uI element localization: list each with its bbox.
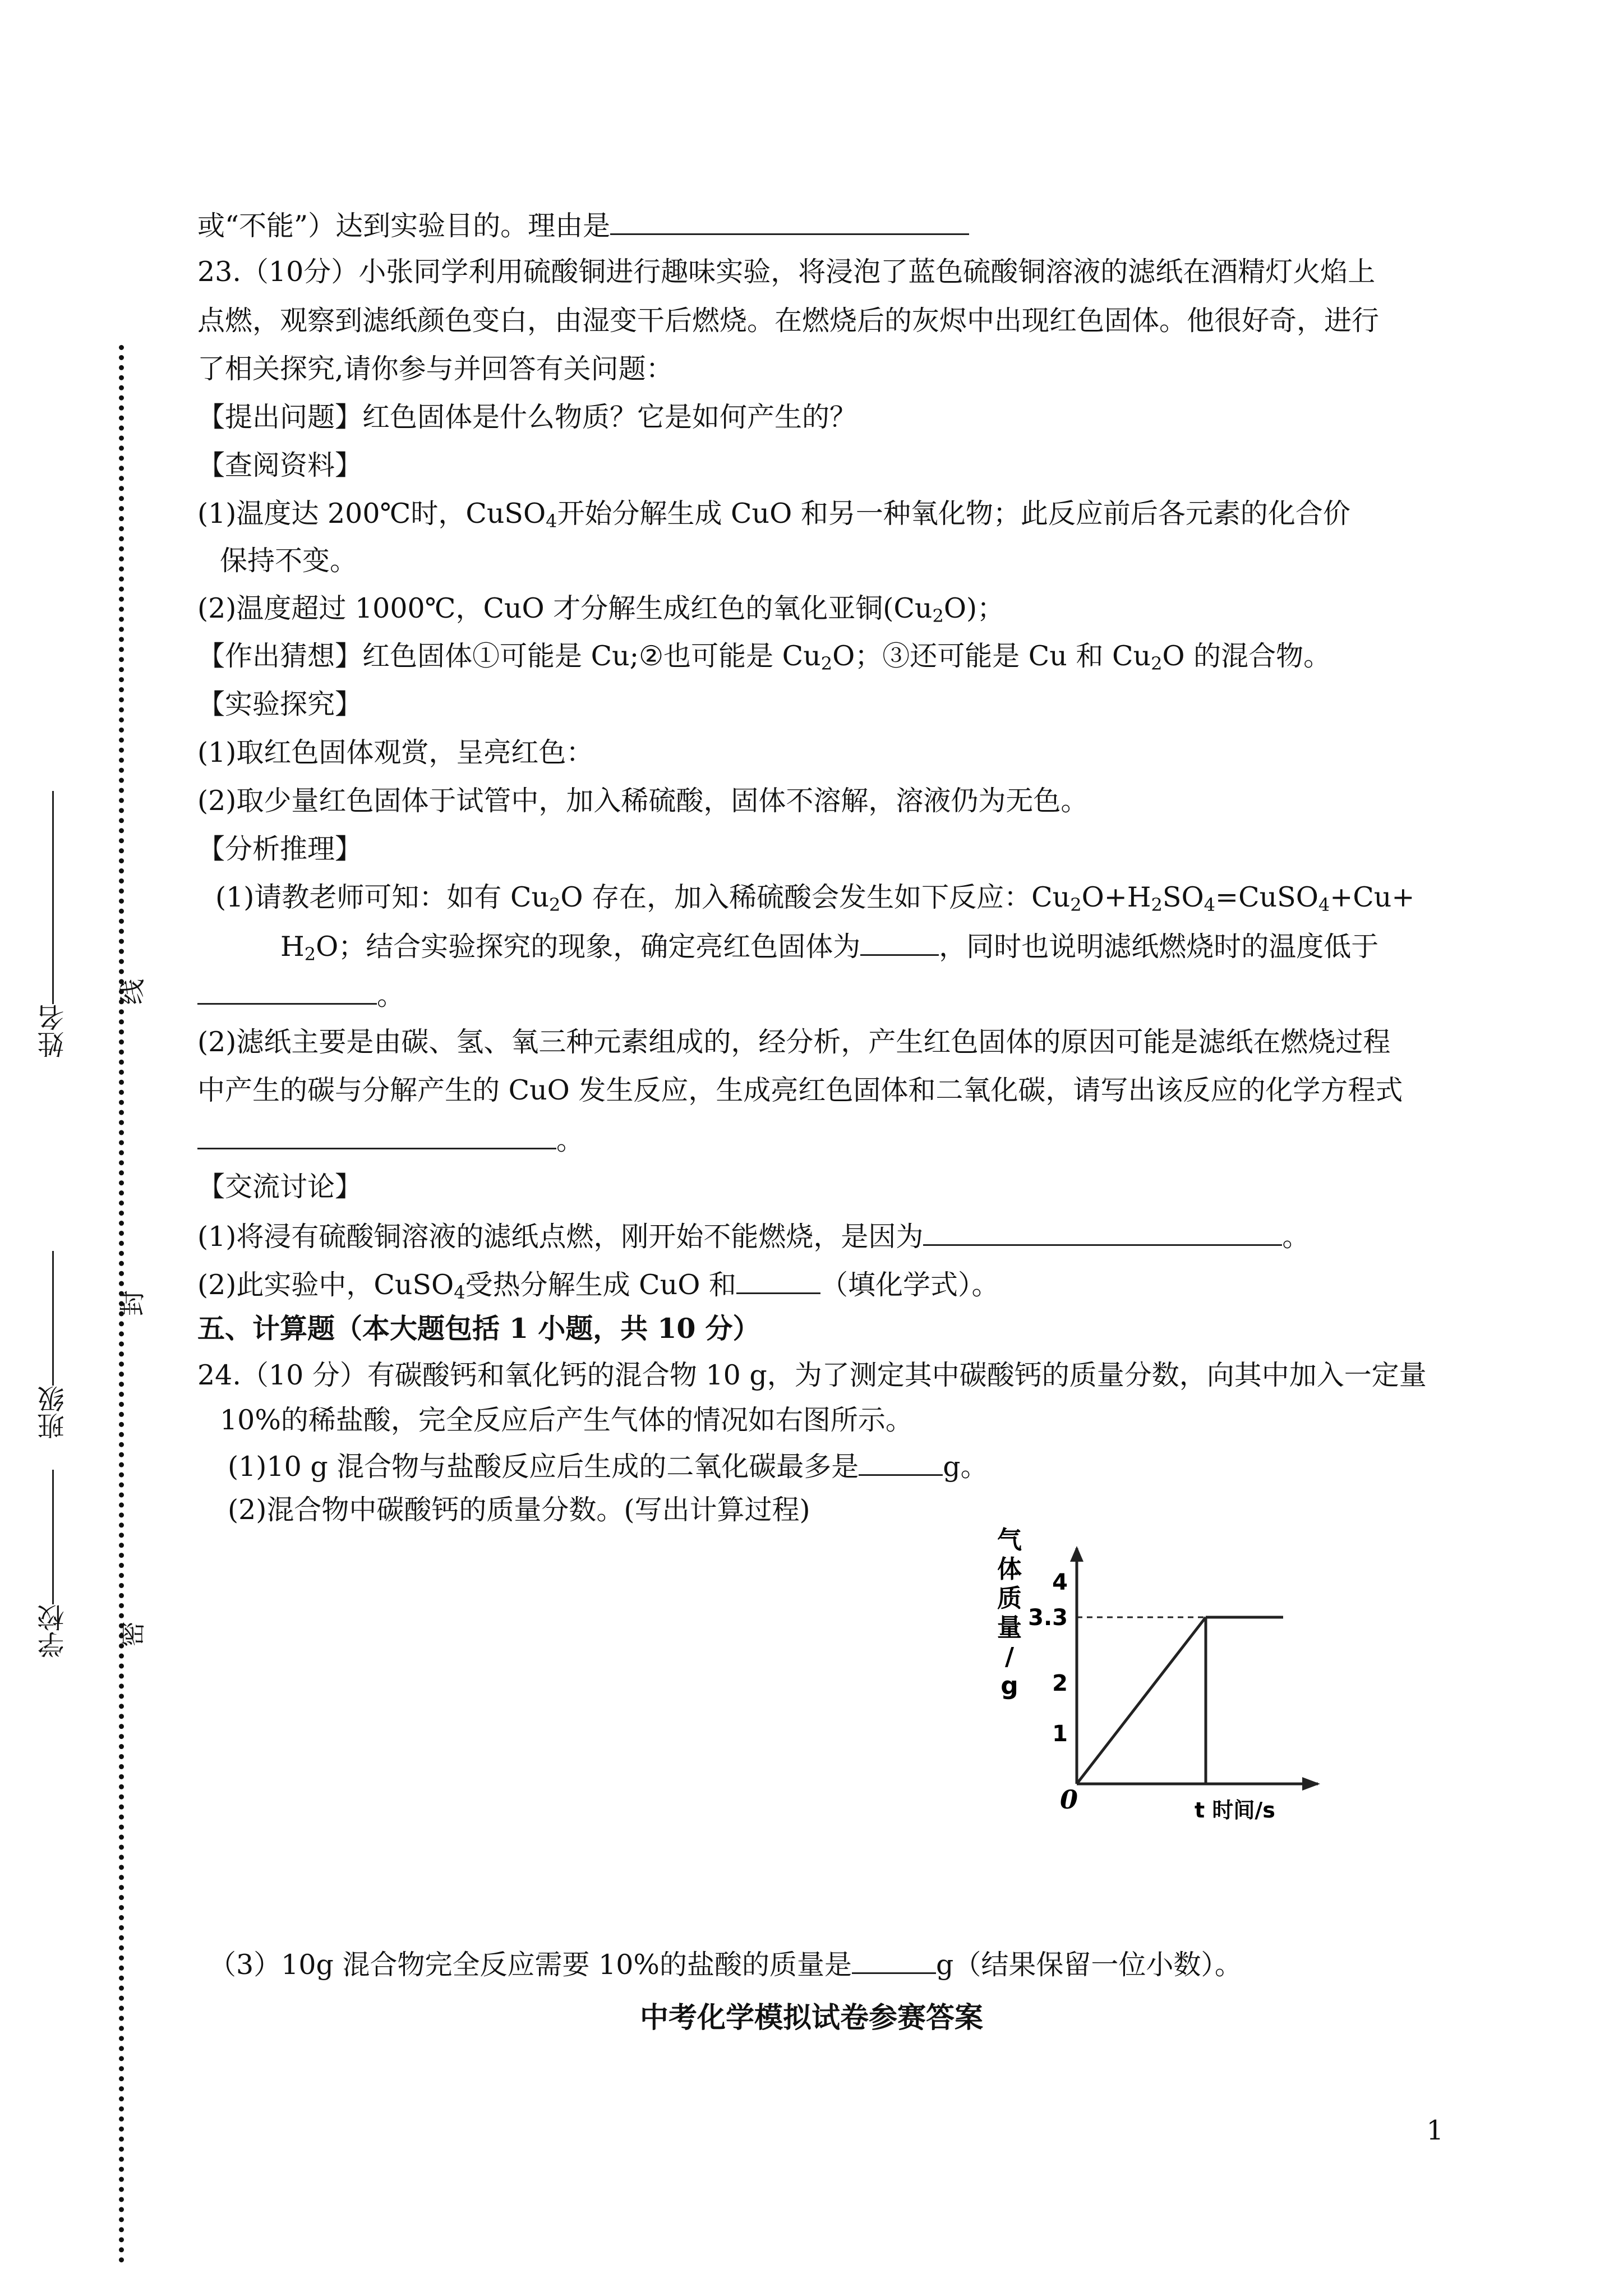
text: 或“不能”）达到实验目的。理由是 [197, 210, 611, 242]
answer-title: 中考化学模拟试卷参赛答案 [639, 2001, 983, 2035]
subscript: 2 [1070, 894, 1082, 915]
text-line: 点燃，观察到滤纸颜色变白，由湿变干后燃烧。在燃烧后的灰烬中出现红色固体。他很好奇，进行 [197, 305, 1380, 337]
subscript: 2 [549, 894, 561, 915]
text: g（结果保留一位小数）。 [935, 1949, 1242, 1981]
text: (1)将浸有硫酸铜溶液的滤纸点燃，刚开始不能燃烧，是因为 [197, 1221, 924, 1253]
answer-blank[interactable] [859, 1448, 943, 1476]
text-line: (2)混合物中碳酸钙的质量分数。(写出计算过程) [228, 1494, 810, 1526]
page-number: 1 [1426, 2115, 1444, 2146]
y-tick-label: 4 [1052, 1570, 1068, 1595]
text: O 存在，加入稀硫酸会发生如下反应：Cu [560, 881, 1071, 913]
section-heading: 【提出问题】红色固体是什么物质？它是如何产生的？ [197, 401, 857, 433]
question-24-line: 24.（10 分）有碳酸钙和氧化钙的混合物 10 g，为了测定其中碳酸钙的质量分数，向其中加入一定量 [197, 1359, 1427, 1391]
seal-xian: 线 [117, 979, 147, 1005]
y-axis-label-char: 量 [997, 1613, 1022, 1642]
text: O)； [943, 592, 1005, 624]
text-line [197, 639, 1331, 673]
class-field [34, 1251, 72, 1439]
name-blank[interactable] [53, 791, 54, 1004]
class-label: 班级 [38, 1386, 69, 1439]
chart-labels [997, 1526, 1275, 1823]
answer-blank[interactable] [610, 208, 969, 235]
text: (1)请教老师可知：如有 Cu [215, 881, 550, 913]
subscript: 2 [1151, 653, 1163, 674]
text: (2)此实验中，CuSO [197, 1269, 454, 1301]
y-axis-label-char: 质 [997, 1584, 1022, 1613]
text: 【作出猜想】红色固体①可能是 Cu;②也可能是 Cu [197, 640, 821, 672]
text-line [197, 208, 969, 243]
text: O+H [1081, 881, 1151, 913]
answer-blank[interactable] [852, 1947, 936, 1974]
text: （填化学式）。 [820, 1269, 999, 1301]
text: +Cu+ [1330, 881, 1415, 913]
text-line: (1)取红色固体观赏，呈亮红色： [197, 737, 594, 769]
text: （3）10g 混合物完全反应需要 10%的盐酸的质量是 [209, 1949, 852, 1981]
subscript: 2 [932, 605, 944, 627]
text-line: (2)取少量红色固体于试管中，加入稀硫酸，固体不溶解，溶液仍为无色。 [197, 785, 1089, 817]
text: ，同时也说明滤纸燃烧时的温度低于 [939, 931, 1379, 963]
subscript: 4 [1204, 894, 1216, 915]
chart-marks [1077, 1617, 1283, 1784]
origin-label: 0 [1060, 1784, 1078, 1815]
text-line [209, 1947, 1242, 1982]
name-label: 姓名 [38, 1004, 69, 1058]
y-tick-label: 1 [1052, 1721, 1068, 1747]
subscript: 2 [304, 944, 316, 965]
answer-blank[interactable] [923, 1218, 1282, 1246]
text-line [280, 928, 1378, 964]
text: H [280, 931, 305, 963]
text: 受热分解生成 CuO 和 [465, 1269, 736, 1301]
text: 开始分解生成 CuO 和另一种氧化物；此反应前后各元素的化合价 [557, 498, 1350, 530]
class-blank[interactable] [53, 1251, 54, 1386]
text-line: 了相关探究,请你参与并回答有关问题： [197, 353, 674, 385]
subscript: 2 [820, 653, 833, 674]
answer-blank[interactable] [860, 928, 939, 956]
subscript: 4 [1318, 894, 1330, 915]
text: O 的混合物。 [1162, 640, 1331, 672]
school-blank[interactable] [53, 1470, 54, 1604]
text: 。 [377, 979, 405, 1011]
y-axis-label-char: 气 [997, 1526, 1022, 1554]
subscript: 4 [546, 510, 557, 532]
x-axis-label: t 时间/s [1195, 1798, 1275, 1823]
text-line: 中产生的碳与分解产生的 CuO 发生反应，生成亮红色固体和二氧化碳，请写出该反应的化学方程式 [197, 1074, 1403, 1106]
y-axis-label-char: 体 [997, 1555, 1022, 1584]
text: 。 [556, 1124, 584, 1156]
text-line [228, 1448, 988, 1484]
name-field [34, 791, 72, 1058]
text-line: (2)滤纸主要是由碳、氢、氧三种元素组成的，经分析，产生红色固体的原因可能是滤纸在燃烧过程 [197, 1026, 1391, 1058]
seal-feng: 封 [117, 1290, 147, 1316]
question-23-line: 23.（10分）小张同学利用硫酸铜进行趣味实验，将浸泡了蓝色硫酸铜溶液的滤纸在酒精灯火焰上 [197, 256, 1376, 288]
text-line [197, 592, 1004, 625]
text: (2)温度超过 1000℃，CuO 才分解生成红色的氧化亚铜(Cu [197, 592, 933, 624]
gas-mass-chart [987, 1515, 1335, 1829]
text-line [215, 881, 1414, 914]
text: O；③还可能是 Cu 和 Cu [832, 640, 1151, 672]
school-label: 学校 [38, 1604, 69, 1658]
answer-blank[interactable] [736, 1267, 820, 1294]
text-line [197, 977, 404, 1013]
text: SO [1162, 881, 1204, 913]
y-axis-label-char: / [1004, 1642, 1015, 1671]
text-line [197, 1122, 584, 1157]
answer-blank[interactable] [197, 977, 377, 1005]
text: 。 [1282, 1221, 1310, 1253]
text: (1)温度达 200℃时，CuSO [197, 498, 546, 530]
subscript: 4 [454, 1282, 465, 1303]
y-tick-label: 2 [1052, 1671, 1068, 1696]
x-axis-arrow [1302, 1777, 1320, 1791]
y-tick-label: 3.3 [1028, 1605, 1068, 1631]
series-segment [1077, 1617, 1206, 1784]
text: (1)10 g 混合物与盐酸反应后生成的二氧化碳最多是 [228, 1451, 859, 1483]
text-line: 保持不变。 [220, 545, 358, 577]
section-heading: 【查阅资料】 [197, 449, 363, 481]
y-axis-label-char: g [1000, 1672, 1018, 1700]
chart-axes [1070, 1546, 1320, 1791]
text-line [197, 1267, 999, 1302]
answer-blank[interactable] [197, 1122, 556, 1149]
text: =CuSO [1215, 881, 1318, 913]
y-axis-arrow [1070, 1546, 1083, 1562]
subscript: 2 [1151, 894, 1163, 915]
school-field [34, 1470, 72, 1658]
section-heading: 【实验探究】 [197, 688, 363, 720]
section-heading: 【分析推理】 [197, 833, 363, 865]
text-line [197, 497, 1350, 531]
text-line: 10%的稀盐酸，完全反应后产生气体的情况如右图所示。 [220, 1404, 913, 1436]
section-heading: 【交流讨论】 [197, 1171, 363, 1203]
text: O；结合实验探究的现象，确定亮红色固体为 [316, 931, 861, 963]
section-title: 五、计算题（本大题包括 1 小题，共 10 分） [197, 1312, 760, 1345]
text-line [197, 1218, 1310, 1254]
text: g。 [943, 1451, 988, 1483]
seal-mi: 密 [117, 1621, 147, 1647]
